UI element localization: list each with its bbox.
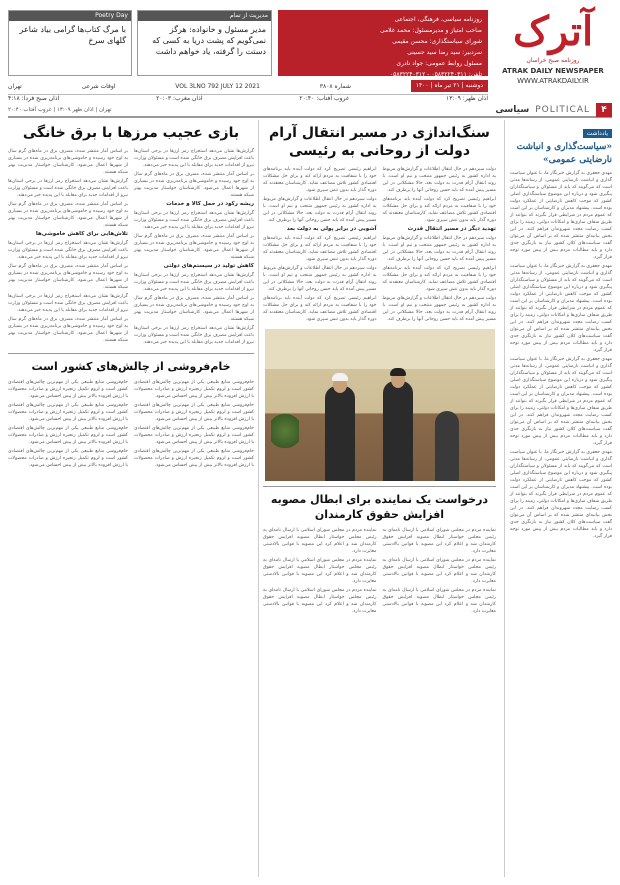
paragraph: خام‌فروشی منابع طبیعی یکی از مهم‌ترین چالش‌های اقتصادی کشور است و لزوم تکمیل زنجیره ارزش و صادرات محصولات با ارزش افزوده بالاتر بیش از پیش احساس می‌شود. <box>134 403 254 422</box>
economy-headline[interactable]: بازی عجیب مرزها با برق خانگی <box>22 125 240 141</box>
paragraph: دولت سیزدهم در حال انتقال اطلاعات و گزارش‌های مربوط به اداره کشور به رئیس جمهور منتخب و تیم او است. با روند انتقال آرام قدرت به دولت بعد، حالا مشکلاتی در این مسیر پیش آمده که باید حسن روحانی آنها را برطرف کند. <box>382 167 496 193</box>
quote-box-header: Poetry Day <box>9 11 131 21</box>
paragraph: بر اساس آمار منتشر شده، مصرف برق در ماه‌های گرم سال به اوج خود رسیده و خاموشی‌های برنامه‌ریزی شده در بسیاری از شهرها اعمال می‌شود. کارشناسان خواستار مدیریت بهتر شبکه هستند. <box>8 202 128 228</box>
subheading: ریشه رکود در حمل کالا و خدمات <box>166 201 254 207</box>
section-bar <box>8 104 612 118</box>
third-article-body <box>8 379 254 471</box>
paragraph: دولت سیزدهم در حال انتقال اطلاعات و گزارش‌های مربوط به اداره کشور به رئیس جمهور منتخب و تیم او است. با روند انتقال آرام قدرت به دولت بعد، حالا مشکلاتی در این مسیر پیش آمده که باید حسن روحانی آنها را برطرف کند. <box>263 197 377 223</box>
quote-box-2 <box>8 10 132 76</box>
text-column <box>263 527 377 617</box>
paragraph: نماینده مردم در مجلس شورای اسلامی با ارسال نامه‌ای به رئیس مجلس خواستار ابطال مصوبه افزایش حقوق کارمندان شد و اعلام کرد این مصوبه با قوانین بالادستی مغایرت دارد. <box>263 528 377 554</box>
second-headline[interactable]: درخواست یک نماینده برای ابطال مصوبه افزایش حقوق کارمندان <box>270 493 489 521</box>
prayer-time: اذان مغرب: ۲۰:۰۳ <box>156 95 203 102</box>
info-line: روزنامه سیاسی، فرهنگی، اجتماعی <box>394 16 482 23</box>
photo-person <box>325 386 355 481</box>
paragraph: گزارش‌ها نشان می‌دهد استخراج رمز ارزها در برخی استان‌ها باعث افزایش مصرف برق خانگی شده است و مسئولان وزارت نیرو از اقدامات جدید برای مقابله با این پدیده خبر می‌دهند. <box>8 294 128 313</box>
section-name-fa: سیاسی <box>495 105 530 115</box>
paragraph: بر اساس آمار منتشر شده، مصرف برق در ماه‌های گرم سال به اوج خود رسیده و خاموشی‌های برنامه‌ریزی شده در بسیاری از شهرها اعمال می‌شود. کارشناسان خواستار مدیریت بهتر شبکه هستند. <box>8 317 128 343</box>
newspaper-logo: آترک <box>512 8 594 55</box>
second-article-body <box>263 527 496 617</box>
divider <box>8 353 254 354</box>
prayer-time: اذان صبح فردا: ۴:۱۸ <box>8 95 60 102</box>
paragraph: خام‌فروشی منابع طبیعی یکی از مهم‌ترین چالش‌های اقتصادی کشور است و لزوم تکمیل زنجیره ارزش و صادرات محصولات با ارزش افزوده بالاتر بیش از پیش احساس می‌شود. <box>8 403 128 422</box>
issue-date: دوشنبه | ۲۱ تیر ماه | ۱۴۰۰ <box>411 80 488 92</box>
text-column <box>383 527 497 617</box>
paragraph: دولت سیزدهم در حال انتقال اطلاعات و گزارش‌های مربوط به اداره کشور به رئیس جمهور منتخب و تیم او است. با روند انتقال آرام قدرت به دولت بعد، حالا مشکلاتی در این مسیر پیش آمده که باید حسن روحانی آنها را برطرف کند. <box>382 296 496 322</box>
lead-headline[interactable]: سنگ‌اندازی در مسیر انتقال آرام دولت از روحانی به رئیسی <box>269 125 490 159</box>
city-label: تهران <box>8 82 22 90</box>
info-line: صاحب امتیاز و مدیرمسئول: محمد غلامی <box>379 27 482 34</box>
paragraph: ابراهیم رئیسی تصریح کرد که دولت آینده باید برنامه‌های خود را با شفافیت به مردم ارائه کند و برای حل مشکلات اقتصادی کشور تلاش مضاعف نماید. کارشناسان معتقدند که دوره گذار باید بدون تنش سپری شود. <box>382 266 496 292</box>
news-photo <box>265 329 495 481</box>
paragraph: گزارش‌ها نشان می‌دهد استخراج رمز ارزها در برخی استان‌ها باعث افزایش مصرف برق خانگی شده است و مسئولان وزارت نیرو از اقدامات جدید برای مقابله با این پدیده خبر می‌دهند. <box>8 179 128 198</box>
paragraph: خام‌فروشی منابع طبیعی یکی از مهم‌ترین چالش‌های اقتصادی کشور است و لزوم تکمیل زنجیره ارزش و صادرات محصولات با ارزش افزوده بالاتر بیش از پیش احساس می‌شود. <box>8 449 128 468</box>
paragraph: نماینده مردم در مجلس شورای اسلامی با ارسال نامه‌ای به رئیس مجلس خواستار ابطال مصوبه افزایش حقوق کارمندان شد و اعلام کرد این مصوبه با قوانین بالادستی مغایرت دارد. <box>382 528 496 554</box>
paragraph: ابراهیم رئیسی تصریح کرد که دولت آینده باید برنامه‌های خود را با شفافیت به مردم ارائه کند و برای حل مشکلات اقتصادی کشور تلاش مضاعف نماید. کارشناسان معتقدند که دوره گذار باید بدون تنش سپری شود. <box>263 167 377 193</box>
photo-background <box>265 329 495 369</box>
paragraph: گزارش‌ها نشان می‌دهد استخراج رمز ارزها در برخی استان‌ها باعث افزایش مصرف برق خانگی شده است و مسئولان وزارت نیرو از اقدامات جدید برای مقابله با این پدیده خبر می‌دهند. <box>134 211 254 230</box>
text-column <box>8 148 128 348</box>
paragraph: خام‌فروشی منابع طبیعی یکی از مهم‌ترین چالش‌های اقتصادی کشور است و لزوم تکمیل زنجیره ارزش و صادرات محصولات با ارزش افزوده بالاتر بیش از پیش احساس می‌شود. <box>8 380 128 399</box>
paragraph: دولت سیزدهم در حال انتقال اطلاعات و گزارش‌های مربوط به اداره کشور به رئیس جمهور منتخب و تیم او است. با روند انتقال آرام قدرت به دولت بعد، حالا مشکلاتی در این مسیر پیش آمده که باید حسن روحانی آنها را برطرف کند. <box>382 236 496 262</box>
paragraph: بر اساس آمار منتشر شده، مصرف برق در ماه‌های گرم سال به اوج خود رسیده و خاموشی‌های برنامه‌ریزی شده در بسیاری از شهرها اعمال می‌شود. کارشناسان خواستار مدیریت بهتر شبکه هستند. <box>8 264 128 290</box>
paragraph: بر اساس آمار منتشر شده، مصرف برق در ماه‌های گرم سال به اوج خود رسیده و خاموشی‌های برنامه‌ریزی شده در بسیاری از شهرها اعمال می‌شود. کارشناسان خواستار مدیریت بهتر شبکه هستند. <box>134 172 254 198</box>
prayer-times <box>8 94 488 102</box>
text-column <box>383 166 497 325</box>
prayer-time: غروب آفتاب: ۲۰:۴۰ <box>299 95 349 102</box>
paragraph: مهدی جعفری به گزارش خبرنگار ما، با عنوان سیاست گذاری و انباشت نارضایتی عمومی، از رسانه‌ها مدتی است که می‌گویند که باید از مسئولان و سیاستگذاران پیگیری شود و درباره این موضوع سیاستگذاری اصلی کشور که موجب کاهش نارضایتی از عملکرد دولت بوده است. پیشنهاد مدیران و کارشناسان بر این است که عموم مردم در شرایطی قرار بگیرند که بتوانند از طریق شفاف سازی‌ها و امکانات دولتی، زمینه را برای کسب رضایت مجدد شهروندان فراهم کنند. در این بخش بیانیه‌ای منتشر شده که بر اساس آن می‌توان گفت سیاست‌های کلان کشور نیاز به بازنگری جدی دارد و باید مطالبات مردم بیش از پیش مورد توجه قرار گیرد. <box>510 450 612 539</box>
info-line: سردبیر: سید رضا سید حسینی <box>407 49 482 56</box>
subheading: تهدید دیگر در مسیر انتقال قدرت <box>407 226 496 232</box>
issue-volume: VOL 3LNO 792 JULY 12 2021 <box>175 82 260 90</box>
photo-person <box>383 381 413 481</box>
info-line: تلفن: ۰۵۸۳۲۲۴۰۳۱۱ - ۰۵۸۳۲۲۴۰۳۱۲ <box>389 71 482 78</box>
info-line: مسئول روابط عمومی: جواد نادری <box>396 60 482 67</box>
photo-person <box>435 411 459 481</box>
newspaper-url[interactable]: WWW.ATRAKDAILY.IR <box>517 77 589 85</box>
paragraph: نماینده مردم در مجلس شورای اسلامی با ارسال نامه‌ای به رئیس مجلس خواستار ابطال مصوبه افزایش حقوق کارمندان شد و اعلام کرد این مصوبه با قوانین بالادستی مغایرت دارد. <box>382 558 496 584</box>
column-politics <box>258 120 496 877</box>
photo-turban <box>332 373 348 381</box>
issue-number: شماره ۳۸۰۸ <box>319 82 351 90</box>
editorial-kicker: یادداشت <box>583 129 612 138</box>
third-headline[interactable]: خام‌فروشی از چالش‌های کشور است <box>31 360 231 373</box>
column-economy <box>8 120 254 877</box>
paragraph: مهدی جعفری به گزارش خبرنگار ما، با عنوان سیاست گذاری و انباشت نارضایتی عمومی، از رسانه‌ها مدتی است که می‌گویند که باید از مسئولان و سیاستگذاران پیگیری شود و درباره این موضوع سیاستگذاری اصلی کشور که موجب کاهش نارضایتی از عملکرد دولت بوده است. پیشنهاد مدیران و کارشناسان بر این است که عموم مردم در شرایطی قرار بگیرند که بتوانند از طریق شفاف سازی‌ها و امکانات دولتی، زمینه را برای کسب رضایت مجدد شهروندان فراهم کنند. در این بخش بیانیه‌ای منتشر شده که بر اساس آن می‌توان گفت سیاست‌های کلان کشور نیاز به بازنگری جدی دارد و باید مطالبات مردم بیش از پیش مورد توجه قرار گیرد. <box>510 264 612 353</box>
lead-article-body <box>263 166 496 325</box>
subheading: آشوبی در برابر پولی به دولت بعد <box>286 226 377 232</box>
economy-article-body <box>8 148 254 348</box>
paragraph: نماینده مردم در مجلس شورای اسلامی با ارسال نامه‌ای به رئیس مجلس خواستار ابطال مصوبه افزایش حقوق کارمندان شد و اعلام کرد این مصوبه با قوانین بالادستی مغایرت دارد. <box>382 588 496 614</box>
paragraph: گزارش‌ها نشان می‌دهد استخراج رمز ارزها در برخی استان‌ها باعث افزایش مصرف برق خانگی شده است و مسئولان وزارت نیرو از اقدامات جدید برای مقابله با این پدیده خبر می‌دهند. <box>134 273 254 292</box>
section-meta: تهران | اذان ظهر ۱۳:۰۹ | غروب آفتاب ۲۰:۴۰ <box>8 107 112 113</box>
paragraph: گزارش‌ها نشان می‌دهد استخراج رمز ارزها در برخی استان‌ها باعث افزایش مصرف برق خانگی شده است و مسئولان وزارت نیرو از اقدامات جدید برای مقابله با این پدیده خبر می‌دهند. <box>134 149 254 168</box>
paragraph: خام‌فروشی منابع طبیعی یکی از مهم‌ترین چالش‌های اقتصادی کشور است و لزوم تکمیل زنجیره ارزش و صادرات محصولات با ارزش افزوده بالاتر بیش از پیش احساس می‌شود. <box>134 426 254 445</box>
prayer-time: اذان ظهر: ۱۳:۰۹ <box>445 95 488 102</box>
paragraph: بر اساس آمار منتشر شده، مصرف برق در ماه‌های گرم سال به اوج خود رسیده و خاموشی‌های برنامه‌ریزی شده در بسیاری از شهرها اعمال می‌شود. کارشناسان خواستار مدیریت بهتر شبکه هستند. <box>134 234 254 260</box>
text-column <box>134 148 254 348</box>
paragraph: گزارش‌ها نشان می‌دهد استخراج رمز ارزها در برخی استان‌ها باعث افزایش مصرف برق خانگی شده است و مسئولان وزارت نیرو از اقدامات جدید برای مقابله با این پدیده خبر می‌دهند. <box>134 326 254 345</box>
paragraph: خام‌فروشی منابع طبیعی یکی از مهم‌ترین چالش‌های اقتصادی کشور است و لزوم تکمیل زنجیره ارزش و صادرات محصولات با ارزش افزوده بالاتر بیش از پیش احساس می‌شود. <box>8 426 128 445</box>
paragraph: گزارش‌ها نشان می‌دهد استخراج رمز ارزها در برخی استان‌ها باعث افزایش مصرف برق خانگی شده است و مسئولان وزارت نیرو از اقدامات جدید برای مقابله با این پدیده خبر می‌دهند. <box>8 241 128 260</box>
paragraph: بر اساس آمار منتشر شده، مصرف برق در ماه‌های گرم سال به اوج خود رسیده و خاموشی‌های برنامه‌ریزی شده در بسیاری از شهرها اعمال می‌شود. کارشناسان خواستار مدیریت بهتر شبکه هستند. <box>134 296 254 322</box>
masthead <box>8 8 612 104</box>
paragraph: بر اساس آمار منتشر شده، مصرف برق در ماه‌های گرم سال به اوج خود رسیده و خاموشی‌های برنامه‌ریزی شده در بسیاری از شهرها اعمال می‌شود. کارشناسان خواستار مدیریت بهتر شبکه هستند. <box>8 149 128 175</box>
paragraph: ابراهیم رئیسی تصریح کرد که دولت آینده باید برنامه‌های خود را با شفافیت به مردم ارائه کند و برای حل مشکلات اقتصادی کشور تلاش مضاعف نماید. کارشناسان معتقدند که دوره گذار باید بدون تنش سپری شود. <box>263 236 377 262</box>
info-line: شورای سیاستگذاری: محسن مقیمی <box>392 38 482 45</box>
quote-box-text: مدیر مسئول و خانواده: هرگز نمی‌گویم که پشت دریا به کسی که دستت را گرفته، یاد خواهم داشت <box>152 25 266 56</box>
newspaper-name-en: ATRAK DAILY NEWSPAPER <box>502 67 604 75</box>
prayer-label: اوقات شرعی <box>81 82 116 90</box>
quote-box-1 <box>137 10 272 76</box>
quote-box-text: با مرگ کتاب‌ها گرامی بیاد شاعر گلهای سرخ <box>19 25 126 45</box>
subheading: کاهش تولید در سیستم‌های دولتی <box>163 263 254 269</box>
brand-block <box>494 8 612 104</box>
subheading: تلاش‌هایی برای کاهش خاموشی‌ها <box>35 231 128 237</box>
logo-subtitle: روزنامه صبح خراسان <box>526 57 580 64</box>
date-bar <box>8 80 488 92</box>
paragraph: مهدی جعفری به گزارش خبرنگار ما، با عنوان سیاست گذاری و انباشت نارضایتی عمومی، از رسانه‌ها مدتی است که می‌گویند که باید از مسئولان و سیاستگذاران پیگیری شود و درباره این موضوع سیاستگذاری اصلی کشور که موجب کاهش نارضایتی از عملکرد دولت بوده است. پیشنهاد مدیران و کارشناسان بر این است که عموم مردم در شرایطی قرار بگیرند که بتوانند از طریق شفاف سازی‌ها و امکانات دولتی، زمینه را برای کسب رضایت مجدد شهروندان فراهم کنند. در این بخش بیانیه‌ای منتشر شده که بر اساس آن می‌توان گفت سیاست‌های کلان کشور نیاز به بازنگری جدی دارد و باید مطالبات مردم بیش از پیش مورد توجه قرار گیرد. <box>510 171 612 260</box>
section-name-en: POLITICAL <box>535 105 590 115</box>
paragraph: ابراهیم رئیسی تصریح کرد که دولت آینده باید برنامه‌های خود را با شفافیت به مردم ارائه کند و برای حل مشکلات اقتصادی کشور تلاش مضاعف نماید. کارشناسان معتقدند که دوره گذار باید بدون تنش سپری شود. <box>382 197 496 223</box>
publisher-info <box>278 10 488 76</box>
editorial-body <box>510 170 612 540</box>
paragraph: دولت سیزدهم در حال انتقال اطلاعات و گزارش‌های مربوط به اداره کشور به رئیس جمهور منتخب و تیم او است. با روند انتقال آرام قدرت به دولت بعد، حالا مشکلاتی در این مسیر پیش آمده که باید حسن روحانی آنها را برطرف کند. <box>263 266 377 292</box>
paragraph: نماینده مردم در مجلس شورای اسلامی با ارسال نامه‌ای به رئیس مجلس خواستار ابطال مصوبه افزایش حقوق کارمندان شد و اعلام کرد این مصوبه با قوانین بالادستی مغایرت دارد. <box>263 558 377 584</box>
divider <box>263 486 496 487</box>
photo-plant <box>271 411 299 451</box>
photo-turban <box>390 368 406 376</box>
paragraph: خام‌فروشی منابع طبیعی یکی از مهم‌ترین چالش‌های اقتصادی کشور است و لزوم تکمیل زنجیره ارزش و صادرات محصولات با ارزش افزوده بالاتر بیش از پیش احساس می‌شود. <box>134 449 254 468</box>
column-editorial <box>504 120 612 877</box>
paragraph: ابراهیم رئیسی تصریح کرد که دولت آینده باید برنامه‌های خود را با شفافیت به مردم ارائه کند و برای حل مشکلات اقتصادی کشور تلاش مضاعف نماید. کارشناسان معتقدند که دوره گذار باید بدون تنش سپری شود. <box>263 296 377 322</box>
paragraph: نماینده مردم در مجلس شورای اسلامی با ارسال نامه‌ای به رئیس مجلس خواستار ابطال مصوبه افزایش حقوق کارمندان شد و اعلام کرد این مصوبه با قوانین بالادستی مغایرت دارد. <box>263 588 377 614</box>
text-column <box>263 166 377 325</box>
page-number: ۴ <box>596 103 612 117</box>
text-column <box>134 379 254 471</box>
paragraph: مهدی جعفری به گزارش خبرنگار ما، با عنوان سیاست گذاری و انباشت نارضایتی عمومی، از رسانه‌ها مدتی است که می‌گویند که باید از مسئولان و سیاستگذاران پیگیری شود و درباره این موضوع سیاستگذاری اصلی کشور که موجب کاهش نارضایتی از عملکرد دولت بوده است. پیشنهاد مدیران و کارشناسان بر این است که عموم مردم در شرایطی قرار بگیرند که بتوانند از طریق شفاف سازی‌ها و امکانات دولتی، زمینه را برای کسب رضایت مجدد شهروندان فراهم کنند. در این بخش بیانیه‌ای منتشر شده که بر اساس آن می‌توان گفت سیاست‌های کلان کشور نیاز به بازنگری جدی دارد و باید مطالبات مردم بیش از پیش مورد توجه قرار گیرد. <box>510 357 612 446</box>
quote-box-header: مدیریت از تمام <box>138 11 271 21</box>
paragraph: خام‌فروشی منابع طبیعی یکی از مهم‌ترین چالش‌های اقتصادی کشور است و لزوم تکمیل زنجیره ارزش و صادرات محصولات با ارزش افزوده بالاتر بیش از پیش احساس می‌شود. <box>134 380 254 399</box>
text-column <box>8 379 128 471</box>
editorial-title[interactable]: «سیاست‌گذاری و انباشت نارضایتی عمومی» <box>516 142 612 165</box>
